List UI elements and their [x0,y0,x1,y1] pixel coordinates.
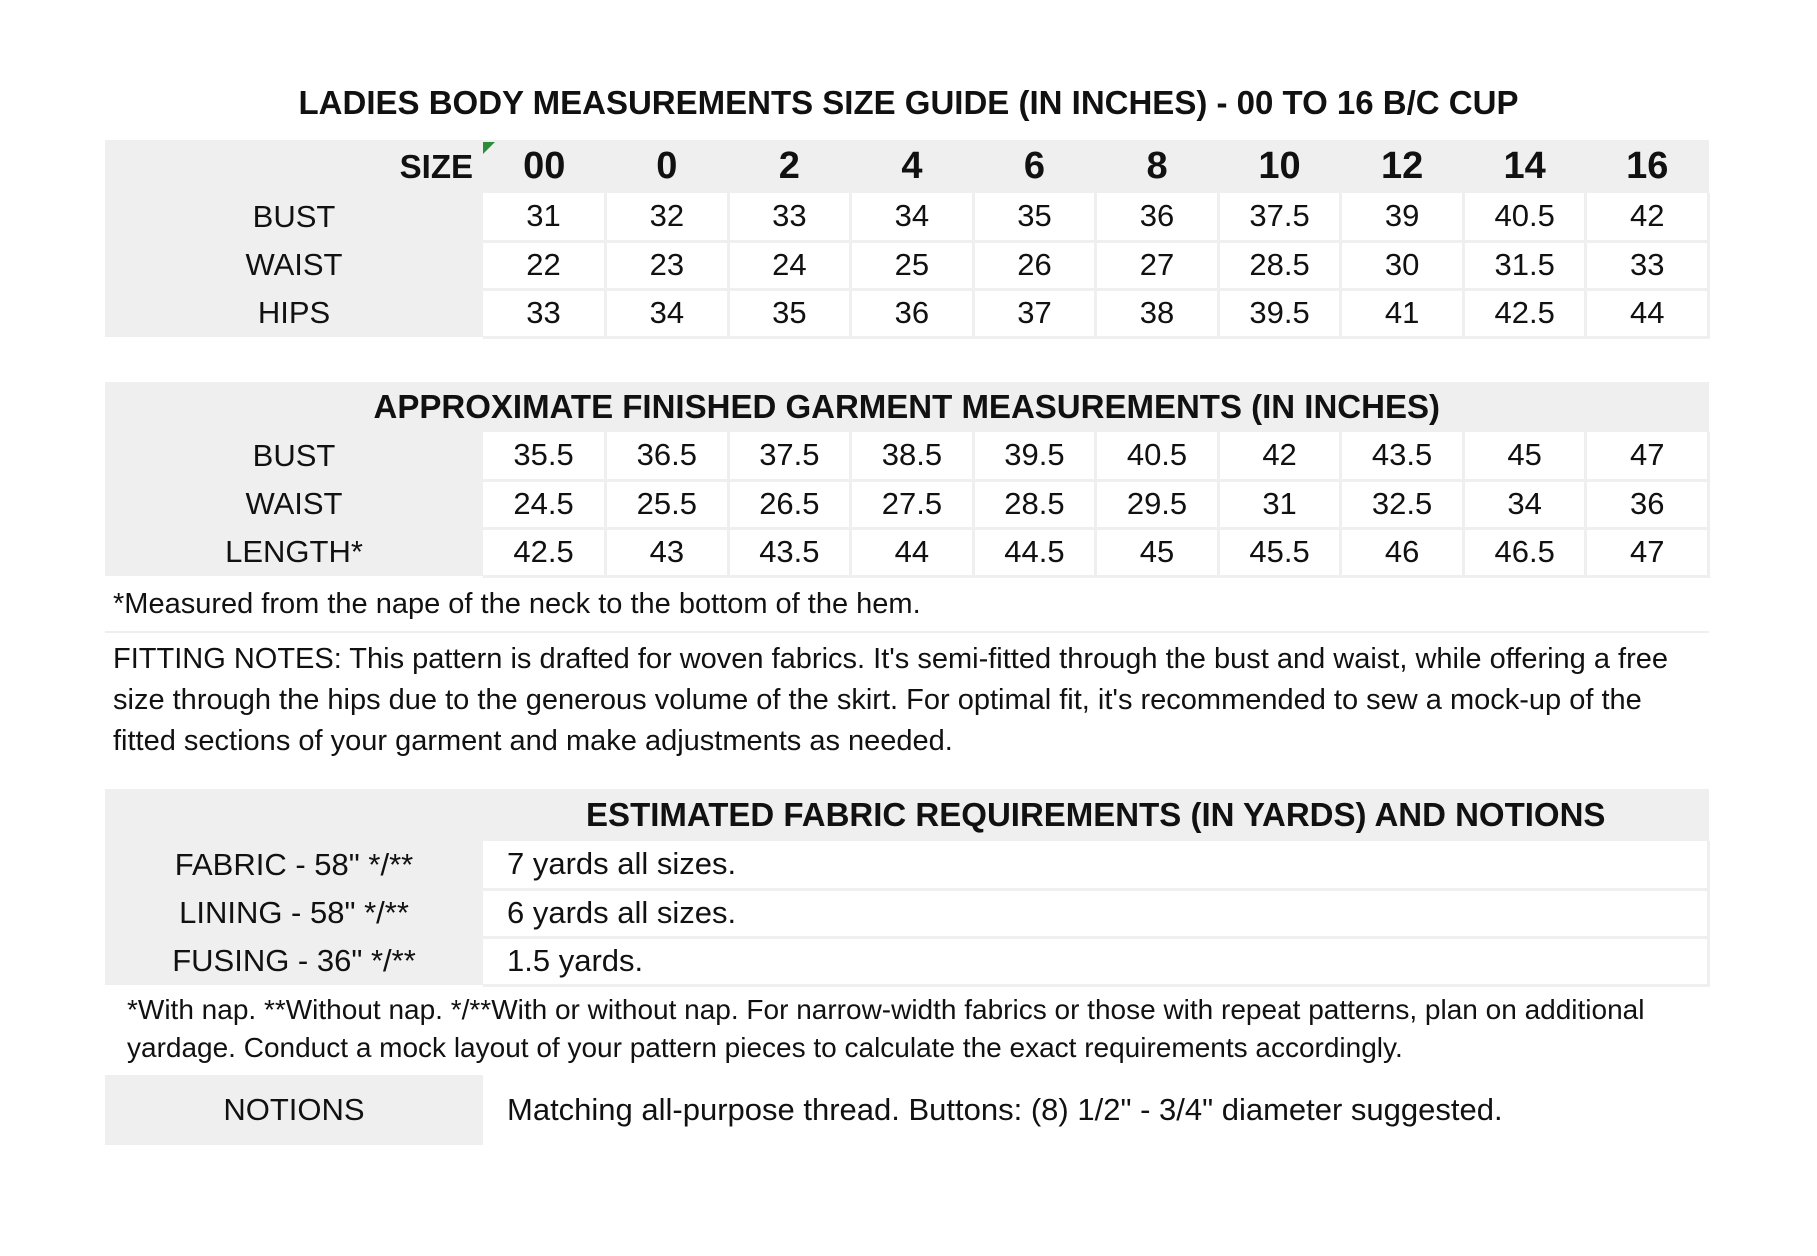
cell: 33 [728,193,851,241]
cell: 40.5 [1463,193,1586,241]
cell: 31 [1218,480,1341,528]
header-spacer [105,789,483,841]
size-header: 00 [483,140,606,193]
size-header: 10 [1218,140,1341,193]
table-row [105,289,1709,337]
row-label-bust: BUST [105,193,483,241]
row-label-fabric: FABRIC - 58" */** [105,841,483,889]
cell: 34 [851,193,974,241]
cell: 33 [483,289,606,337]
table-row [105,528,1709,576]
cell: 45 [1096,528,1219,576]
cell: 37.5 [728,432,851,480]
size-header: 16 [1586,140,1709,193]
cell: 46 [1341,528,1464,576]
cell: 42 [1586,193,1709,241]
cell: 35 [973,193,1096,241]
size-header: 4 [851,140,974,193]
cell: 39.5 [1218,289,1341,337]
cell: 43.5 [728,528,851,576]
cell: 33 [1586,241,1709,289]
cell: 43 [606,528,729,576]
cell: 22 [483,241,606,289]
cell: 37.5 [1218,193,1341,241]
table-row [105,480,1709,528]
fabric-value: 7 yards all sizes. [483,841,1709,889]
size-header: 0 [606,140,729,193]
cell: 27 [1096,241,1219,289]
fabric-section-title: ESTIMATED FABRIC REQUIREMENTS (IN YARDS) AND NOTIONS [483,789,1709,841]
cell: 36 [851,289,974,337]
cell: 27.5 [851,480,974,528]
body-measurements-table [105,140,1710,339]
cell: 32 [606,193,729,241]
cell: 23 [606,241,729,289]
fabric-requirements-table [105,789,1710,1145]
cell: 44 [851,528,974,576]
row-label-waist: WAIST [105,241,483,289]
cell: 39.5 [973,432,1096,480]
cell: 36 [1096,193,1219,241]
lining-value: 6 yards all sizes. [483,889,1709,937]
cell: 31 [483,193,606,241]
row-label-bust: BUST [105,432,483,480]
cell: 41 [1341,289,1464,337]
cell: 35 [728,289,851,337]
cell: 43.5 [1341,432,1464,480]
size-header-label: SIZE [105,140,483,193]
cell: 44.5 [973,528,1096,576]
cell: 26 [973,241,1096,289]
size-header: 6 [973,140,1096,193]
cell: 36.5 [606,432,729,480]
cell: 25.5 [606,480,729,528]
garment-measurements-table [105,382,1710,768]
cell: 45 [1463,432,1586,480]
table-row [105,937,1709,985]
cell: 28.5 [973,480,1096,528]
cell: 42 [1218,432,1341,480]
table-row [105,841,1709,889]
size-header: 8 [1096,140,1219,193]
cell: 47 [1586,528,1709,576]
notions-label: NOTIONS [105,1075,483,1145]
cell: 24 [728,241,851,289]
cell: 24.5 [483,480,606,528]
table-row [105,241,1709,289]
cell: 42.5 [1463,289,1586,337]
row-label-waist: WAIST [105,480,483,528]
cell: 44 [1586,289,1709,337]
garment-section-title: APPROXIMATE FINISHED GARMENT MEASUREMENTS (IN INCHES) [105,382,1709,432]
row-label-lining: LINING - 58" */** [105,889,483,937]
cell: 38.5 [851,432,974,480]
size-header: 2 [728,140,851,193]
page-title: LADIES BODY MEASUREMENTS SIZE GUIDE (IN INCHES) - 00 TO 16 B/C CUP [298,84,1519,121]
cell: 25 [851,241,974,289]
cell: 38 [1096,289,1219,337]
nap-footnote: *With nap. **Without nap. */**With or without nap. For narrow-width fabrics or those with repeat patterns, plan on additional yardage. Conduct a mock layout of your pattern pieces to calculate the exact requirements accordingly. [105,985,1709,1075]
row-label-hips: HIPS [105,289,483,337]
cell: 34 [1463,480,1586,528]
cell: 37 [973,289,1096,337]
table-row [105,432,1709,480]
cell: 36 [1586,480,1709,528]
cell: 42.5 [483,528,606,576]
cell: 35.5 [483,432,606,480]
fusing-value: 1.5 yards. [483,937,1709,985]
cell: 31.5 [1463,241,1586,289]
cell: 30 [1341,241,1464,289]
table-row [105,193,1709,241]
size-header: 14 [1463,140,1586,193]
fitting-notes: FITTING NOTES: This pattern is drafted for woven fabrics. It's semi-fitted through the bust and waist, while offering a free size through the hips due to the generous volume of the skirt. For optimal fit, it's recommended to sew a mock-up of the fitted sections of your garment and make adjustments as needed. [105,632,1709,768]
length-footnote: *Measured from the nape of the neck to the bottom of the hem. [105,576,1709,632]
table-row [105,889,1709,937]
notions-value: Matching all-purpose thread. Buttons: (8) 1/2" - 3/4" diameter suggested. [483,1075,1709,1145]
cell: 29.5 [1096,480,1219,528]
cell: 32.5 [1341,480,1464,528]
cell: 39 [1341,193,1464,241]
cell: 40.5 [1096,432,1219,480]
cell: 45.5 [1218,528,1341,576]
cell: 26.5 [728,480,851,528]
size-header: 12 [1341,140,1464,193]
row-label-length: LENGTH* [105,528,483,576]
corner-marker [483,142,495,154]
cell: 46.5 [1463,528,1586,576]
cell: 47 [1586,432,1709,480]
cell: 34 [606,289,729,337]
row-label-fusing: FUSING - 36" */** [105,937,483,985]
cell: 28.5 [1218,241,1341,289]
